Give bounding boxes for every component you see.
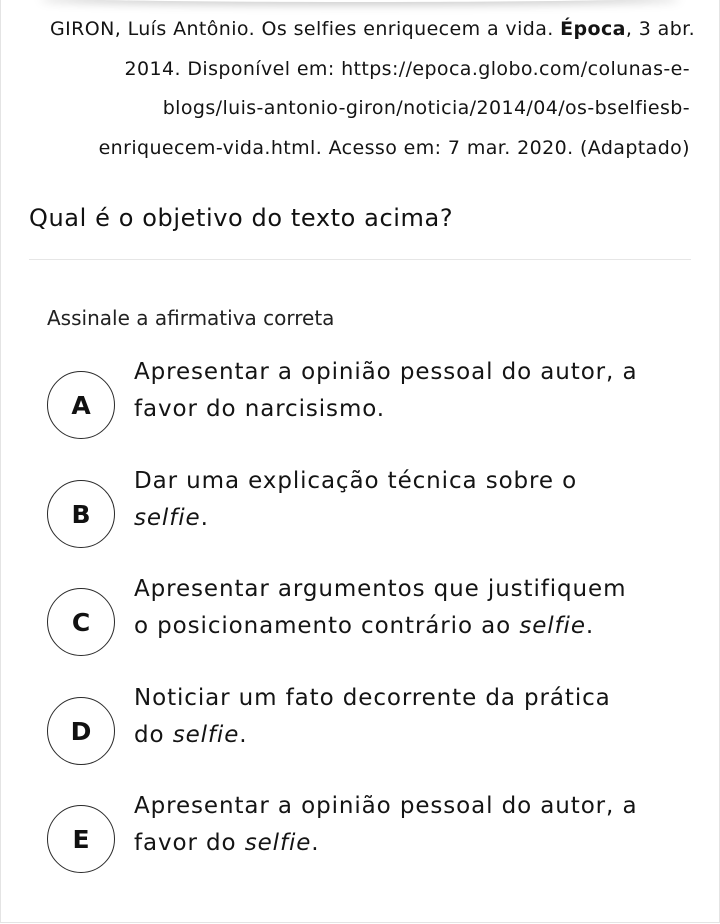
citation-text: , 3 abr.	[625, 18, 696, 40]
option-e-line-2	[134, 825, 679, 862]
option-d-line-1: Noticiar um fato decorrente da prática	[134, 685, 611, 711]
citation-line-3: blogs/luis-antonio-giron/noticia/2014/04/os-bselfiesb-	[162, 97, 690, 120]
citation-line-4: enriquecem-vida.html. Acesso em: 7 mar. 2020. (Adaptado)	[98, 136, 690, 159]
option-b-text[interactable]	[134, 463, 679, 536]
option-a-text-part: favor do narcisismo.	[134, 395, 386, 422]
option-e-text-part: .	[311, 829, 320, 856]
option-d-text[interactable]	[134, 680, 679, 753]
option-c-text-italic: selfie	[519, 612, 586, 639]
option-a-letter-circle[interactable]: A	[47, 371, 115, 439]
option-c-line-1: Apresentar argumentos que justifiquem	[134, 576, 627, 602]
option-c-text[interactable]	[134, 571, 679, 644]
option-c-text-part: o posicionamento contrário ao	[134, 612, 520, 639]
question-title: Qual é o objetivo do texto acima?	[29, 204, 454, 232]
option-e-text-part: favor do	[134, 829, 245, 856]
option-b-line-2	[134, 500, 679, 537]
option-d-text-part: do	[134, 721, 173, 748]
option-c-letter-circle[interactable]: C	[47, 588, 115, 656]
option-e-text-italic: selfie	[244, 829, 312, 856]
option-e-line-1: Apresentar a opinião pessoal do autor, a	[134, 793, 638, 819]
divider	[29, 259, 691, 260]
option-d-letter-circle[interactable]: D	[47, 697, 115, 765]
option-d-text-italic: selfie	[172, 721, 240, 748]
option-b-letter-circle[interactable]: B	[47, 480, 115, 548]
option-a-line-1: Apresentar a opinião pessoal do autor, a	[134, 359, 638, 385]
source-citation	[50, 10, 696, 168]
option-c-text-part: .	[585, 612, 595, 639]
instruction-text: Assinale a afirmativa correta	[47, 306, 335, 330]
option-b-text-part: .	[200, 504, 209, 531]
option-a-text[interactable]	[134, 354, 679, 427]
option-e-letter-circle[interactable]: E	[47, 805, 115, 873]
option-d-text-part: .	[239, 721, 248, 748]
option-c-line-2	[134, 608, 679, 645]
option-d-line-2	[134, 717, 679, 754]
option-a-line-2	[134, 391, 679, 428]
citation-line-2: 2014. Disponível em: https://epoca.globo.com/colunas-e-	[124, 57, 690, 80]
citation-line-1	[50, 10, 696, 50]
option-b-line-1: Dar uma explicação técnica sobre o	[134, 468, 578, 494]
citation-text: GIRON, Luís Antônio. Os selfies enriquecem a vida.	[50, 18, 561, 40]
option-e-text[interactable]	[134, 788, 679, 861]
option-b-text-italic: selfie	[134, 504, 201, 531]
citation-publication: Época	[560, 18, 626, 40]
